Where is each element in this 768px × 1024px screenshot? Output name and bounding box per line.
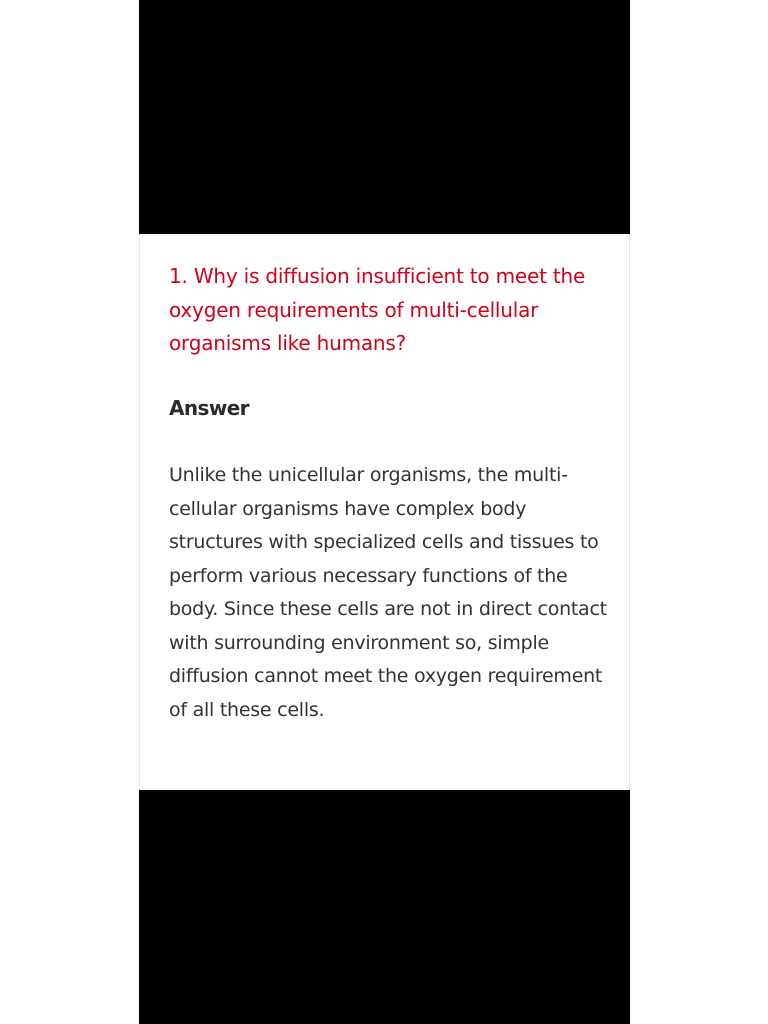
question-text: 1. Why is diffusion insufficient to meet the oxygen requirements of multi-cellular organisms like humans? — [169, 264, 586, 355]
answer-heading: Answer — [169, 396, 249, 420]
content-card — [139, 234, 630, 790]
answer-body: Unlike the unicellular organisms, the multi-cellular organisms have complex body structures with specialized cells and tissues to perform various necessary functions of the body. Since these cells are not in direct contact with surrounding environment so, simple diffusion cannot meet the oxygen requirement of all these cells. — [169, 464, 607, 721]
